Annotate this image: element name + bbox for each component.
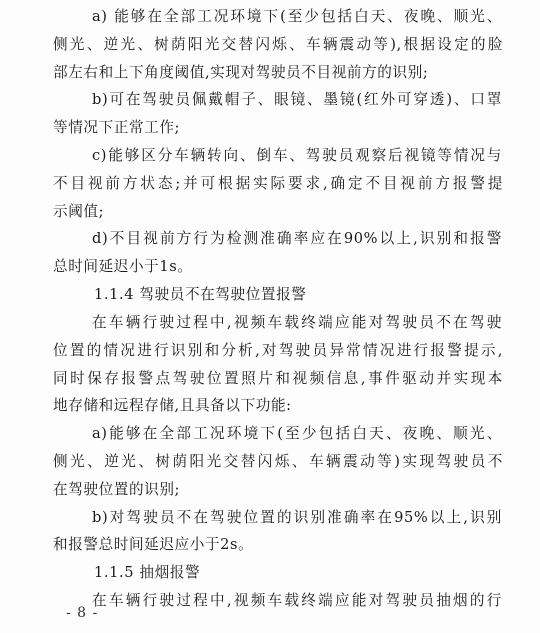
text-line: b)对驾驶员不在驾驶位置的识别准确率在95%以上,识别 [92,509,502,526]
text-line: a)能够在全部工况环境下(至少包括白天、夜晚、顺光、 [92,425,502,442]
section-heading: 1.1.4 驾驶员不在驾驶位置报警 [94,286,307,303]
text-line: d)不目视前方行为检测准确率应在90%以上,识别和报警 [92,230,502,247]
text-line: b)可在驾驶员佩戴帽子、眼镜、墨镜(红外可穿透)、口罩 [92,91,502,108]
text-line: 部左右和上下角度阈值,实现对驾驶员不目视前方的识别; [53,64,429,81]
text-line: 同时保存报警点驾驶位置照片和视频信息,事件驱动并实现本 [53,370,503,387]
text-line: a) 能够在全部工况环境下(至少包括白天、夜晚、顺光、 [92,8,502,25]
text-line: 示阈值; [53,203,105,220]
page-number: - 8 - [66,605,99,621]
section-heading: 1.1.5 抽烟报警 [94,564,201,581]
text-line: 不目视前方状态;并可根据实际要求,确定不目视前方报警提 [53,175,503,192]
text-line: 总时间延迟小于1s。 [53,258,193,275]
text-line: 侧光、逆光、树荫阳光交替闪烁、车辆震动等),根据设定的脸 [53,36,503,53]
text-line: 侧光、逆光、树荫阳光交替闪烁、车辆震动等)实现驾驶员不 [53,453,503,470]
text-line: 等情况下正常工作; [53,119,181,136]
text-line: 和报警总时间延迟应小于2s。 [53,536,254,553]
text-line: 在驾驶位置的识别; [53,481,181,498]
text-line: 在车辆行驶过程中,视频车载终端应能对驾驶员不在驾驶 [92,314,502,331]
text-line: c)能够区分车辆转向、倒车、驾驶员观察后视镜等情况与 [92,147,502,164]
text-line: 地存储和远程存储,且具备以下功能: [53,397,292,414]
text-line: 位置的情况进行识别和分析,对驾驶员异常情况进行报警提示, [53,342,503,359]
text-line: 在车辆行驶过程中,视频车载终端应能对驾驶员抽烟的行 [92,592,502,609]
